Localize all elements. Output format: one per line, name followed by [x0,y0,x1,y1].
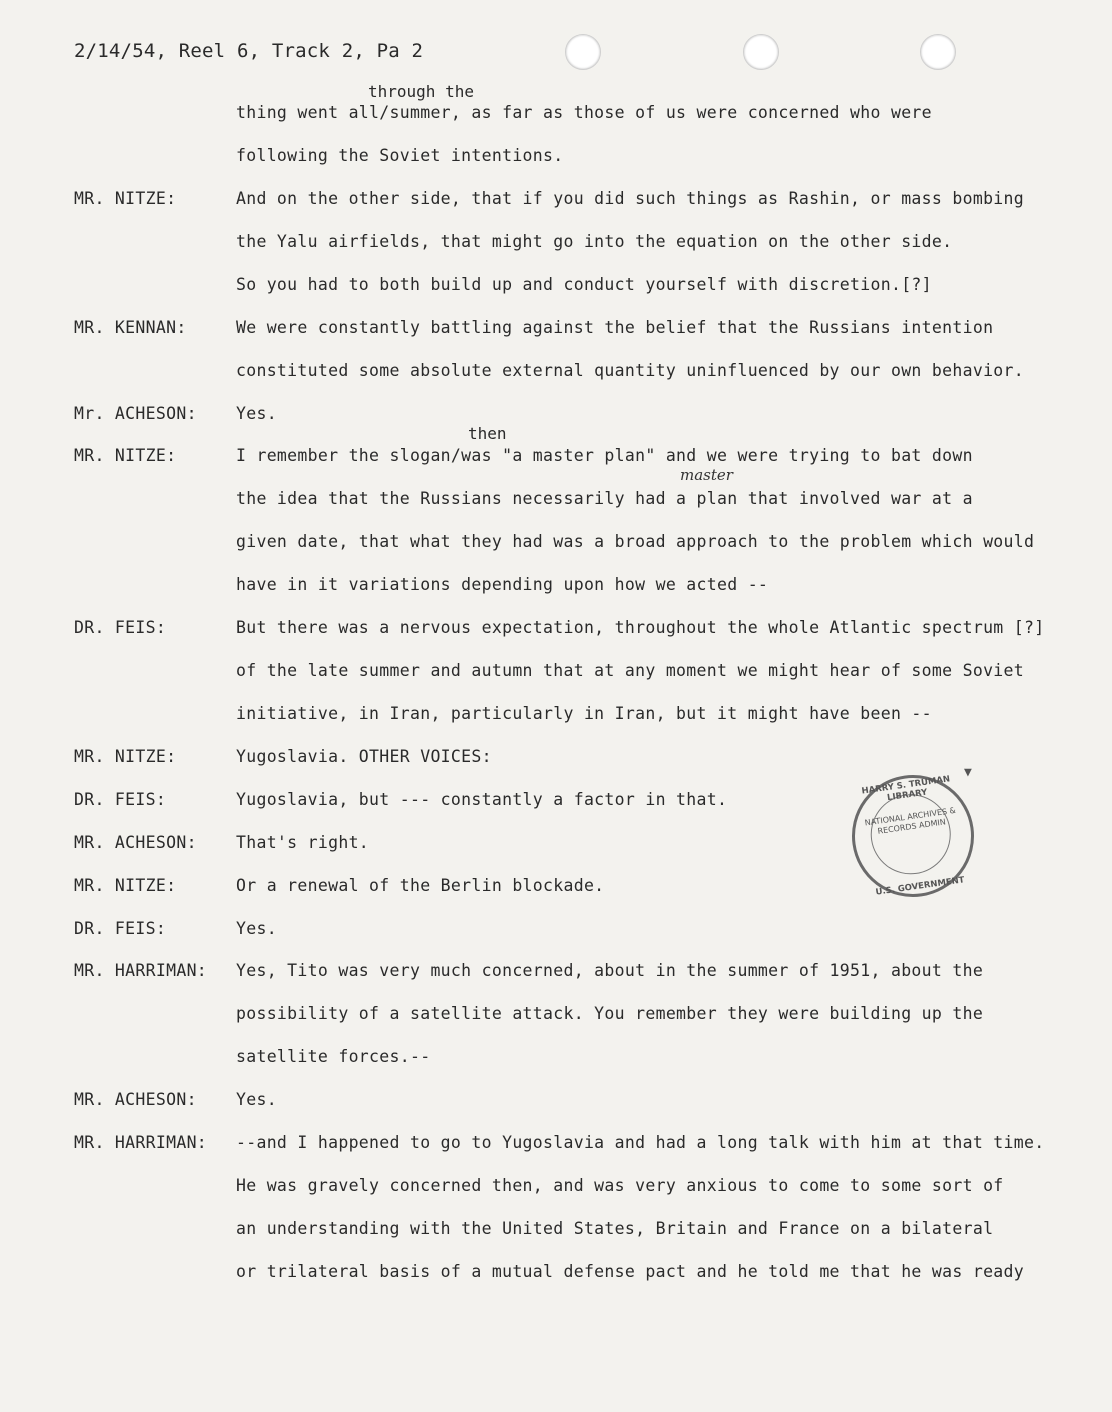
speaker-label: MR. NITZE: [74,446,177,465]
speaker-label: MR. ACHESON: [74,833,197,852]
insertion-then: then [468,424,507,443]
speaker-label: MR. HARRIMAN: [74,1133,208,1152]
margin-mark: ▼ [964,765,972,780]
transcript-line: the idea that the Russians necessarily had a plan that involved war at a [236,489,973,508]
speaker-label: MR. HARRIMAN: [74,961,208,980]
insertion-through-the: through the [368,82,474,101]
transcript-line: Yes. [236,919,277,938]
insertion-master: master [680,466,733,484]
transcript-line: or trilateral basis of a mutual defense pact and he told me that he was ready [236,1262,1025,1281]
transcript-line: That's right. [236,833,370,852]
punch-hole-right [920,34,956,70]
transcript-line: We were constantly battling against the belief that the Russians intention [236,318,994,337]
speaker-label: DR. FEIS: [74,618,167,637]
transcript-line: Yugoslavia, but --- constantly a factor in that. [236,790,728,809]
transcript-line: Yes, Tito was very much concerned, about in the summer of 1951, about the [236,961,984,980]
speaker-label: MR. NITZE: [74,747,177,766]
punch-hole-left [565,34,601,70]
transcript-line: --and I happened to go to Yugoslavia and had a long talk with him at that time. [236,1133,1045,1152]
speaker-label: MR. ACHESON: [74,1090,197,1109]
transcript-line: satellite forces.-- [236,1047,431,1066]
library-stamp [844,767,982,905]
transcript-line: an understanding with the United States, Britain and France on a bilateral [236,1219,994,1238]
transcript-line: given date, that what they had was a broad approach to the problem which would [236,532,1035,551]
punch-hole-center [743,34,779,70]
stamp-top-text: HARRY S. TRUMAN LIBRARY [861,774,951,804]
speaker-label: DR. FEIS: [74,919,167,938]
transcript-line: following the Soviet intentions. [236,146,564,165]
stamp-bottom-text: U.S. GOVERNMENT [875,875,966,898]
transcript-line: Or a renewal of the Berlin blockade. [236,876,605,895]
speaker-label: MR. KENNAN: [74,318,187,337]
speaker-label: MR. NITZE: [74,876,177,895]
stamp-middle-text: NATIONAL ARCHIVES & RECORDS ADMIN [864,805,957,836]
transcript-line: So you had to both build up and conduct yourself with discretion.[?] [236,275,932,294]
transcript-line: constituted some absolute external quantity uninfluenced by our own behavior. [236,361,1025,380]
page-header: 2/14/54, Reel 6, Track 2, Pa 2 [74,40,424,62]
transcript-line: the Yalu airfields, that might go into the equation on the other side. [236,232,953,251]
speaker-label: MR. NITZE: [74,189,177,208]
transcript-line: And on the other side, that if you did such things as Rashin, or mass bombing [236,189,1025,208]
transcript-line: possibility of a satellite attack. You remember they were building up the [236,1004,984,1023]
transcript-line: Yugoslavia. OTHER VOICES: [236,747,492,766]
transcript-line: of the late summer and autumn that at any moment we might hear of some Soviet [236,661,1025,680]
speaker-label: DR. FEIS: [74,790,167,809]
transcript-line: have in it variations depending upon how we acted -- [236,575,769,594]
transcript-line: initiative, in Iran, particularly in Iran, but it might have been -- [236,704,932,723]
transcript-line: But there was a nervous expectation, throughout the whole Atlantic spectrum [?] [236,618,1045,637]
transcript-line: Yes. [236,1090,277,1109]
transcript-line: I remember the slogan/was "a master plan" and we were trying to bat down [236,446,973,465]
transcript-line: thing went all/summer, as far as those of us were concerned who were [236,103,932,122]
transcript-line: Yes. [236,404,277,423]
speaker-label: Mr. ACHESON: [74,404,197,423]
transcript-line: He was gravely concerned then, and was very anxious to come to some sort of [236,1176,1004,1195]
